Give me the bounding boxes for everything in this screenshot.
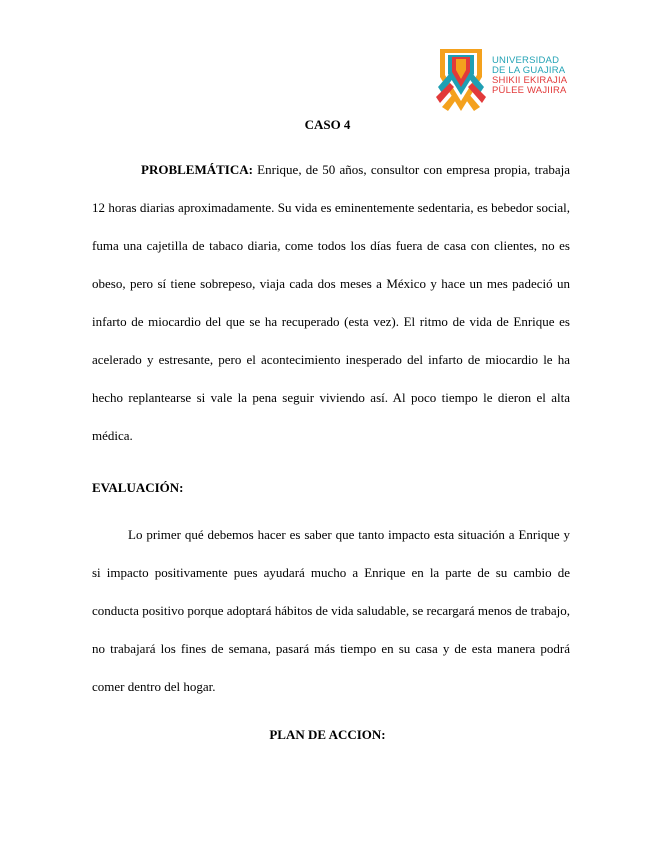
problematica-paragraph <box>92 151 570 455</box>
logo-line-3: SHIKII EKIRAJIA <box>492 75 568 86</box>
logo-line-4: PÜLEE WAJIIRA <box>492 85 567 96</box>
university-emblem-icon <box>436 43 486 111</box>
university-logo <box>436 43 566 111</box>
evaluacion-text: Lo primer qué debemos hacer es saber que tanto impacto esta situación a Enrique y si impacto positivamente pues ayudará mucho a Enrique en la parte de su cambio de conducta positivo porque adoptará hábitos de vida saludable, se recargará menos de trabajo, no trabajará los fines de semana, pasará más tiempo en su casa y de esta manera podrá comer dentro del hogar. <box>92 527 570 694</box>
logo-wordmark <box>492 56 567 96</box>
evaluacion-heading: EVALUACIÓN: <box>92 480 184 495</box>
plan-heading: PLAN DE ACCION: <box>269 727 386 742</box>
evaluacion-paragraph <box>92 516 570 706</box>
logo-line-2: DE LA GUAJIRA <box>492 65 566 76</box>
logo-line-1: UNIVERSIDAD <box>492 55 560 66</box>
case-title: CASO 4 <box>304 117 351 132</box>
problematica-text: Enrique, de 50 años, consultor con empresa propia, trabaja 12 horas diarias aproximadamente. Su vida es eminentemente sedentaria, es bebedor social, fuma una cajetilla de tabaco diaria, come todos los días fuera de casa con clientes, no es obeso, pero sí tiene sobrepeso, viaja cada dos meses a México y hace un mes padeció un infarto de miocardio del que se ha recuperado (esta vez). El ritmo de vida de Enrique es acelerado y estresante, pero el acontecimiento inesperado del infarto de miocardio le ha hecho replantearse si vale la pena seguir viviendo así. Al poco tiempo le dieron el alta médica. <box>92 162 570 443</box>
problematica-label: PROBLEMÁTICA: <box>141 162 253 177</box>
